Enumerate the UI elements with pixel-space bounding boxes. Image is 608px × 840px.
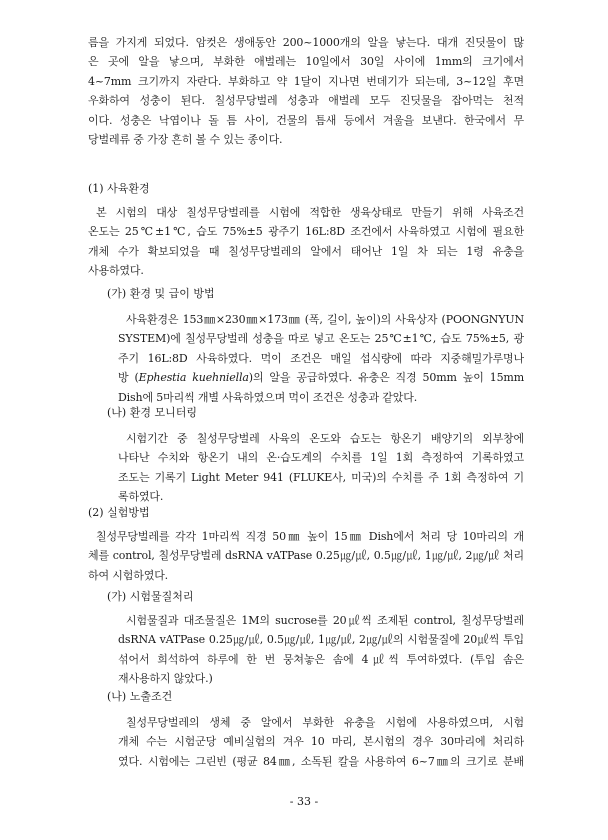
text-line: 주기 16L:8D 사육하였다. 먹이 조건은 매일 섭식량에 따라 지중해밀가루명나 bbox=[118, 351, 524, 365]
subsection-1-ga-paragraph bbox=[118, 310, 524, 407]
subsection-2-ga-paragraph bbox=[118, 611, 524, 689]
text-line: 나타난 수치와 항온기 내의 온·습도계의 수치를 1일 1회 측정하여 기록하였고 bbox=[118, 451, 524, 465]
text-line: 이다. 성충은 낙엽이나 돌 틈 사이, 건물의 틈새 등에서 겨울을 보낸다. 한국에서 무 bbox=[88, 113, 524, 127]
text-line: 사육환경은 153㎜×230㎜×173㎜ (폭, 길이, 높이)의 사육상자 (POONGNYUN bbox=[126, 313, 524, 326]
text-line: 개체 수가 확보되었을 때 칠성무당벌레의 알에서 태어난 1일 차 되는 1령 유충을 bbox=[88, 244, 524, 258]
text-line: Dish에 5마리씩 개별 사육하였으며 먹이 조건은 성충과 같았다. bbox=[118, 390, 418, 404]
subsection-heading-1-na: (나) 환경 모니터링 bbox=[107, 406, 197, 419]
text-line: 4~7mm 크기까지 자란다. 부화하고 약 1달이 지나면 번데기가 되는데, 3~12일 후면 bbox=[88, 74, 524, 88]
subsection-heading-2-na: (나) 노출조건 bbox=[107, 690, 173, 703]
text-line: 칠성무당벌레를 각각 1마리씩 직경 50㎜ 높이 15㎜ Dish에서 처리 당 10마리의 개 bbox=[96, 530, 524, 543]
text-line: 칠성무당벌레의 생체 중 알에서 부화한 유충을 시험에 사용하였으며, 시험 bbox=[126, 716, 524, 729]
subsection-2-na-paragraph bbox=[118, 713, 524, 771]
text-line: 하여 시험하였다. bbox=[88, 568, 169, 582]
text-line: dsRNA vATPase 0.25㎍/㎕, 0.5㎍/㎕, 1㎍/㎕, 2㎍/㎕의 시험물질에 20㎕씩 투입 bbox=[118, 633, 524, 647]
text-line: 재사용하지 않았다.) bbox=[118, 672, 213, 686]
text-line: 우화하여 성충이 된다. 칠성무당벌레 성충과 애벌레 모두 진딧물을 잡아먹는 천적 bbox=[88, 94, 524, 108]
text-line: 본 시험의 대상 칠성무당벌레를 시험에 적합한 생육상태로 만들기 위해 사육조건 bbox=[96, 206, 524, 219]
section-1-paragraph bbox=[88, 203, 524, 281]
text-line: 조도는 기록기 Light Meter 941 (FLUKE사, 미국)의 수치를 주 1회 측정하여 기 bbox=[118, 470, 524, 484]
text-line: 섞어서 희석하여 하루에 한 번 뭉쳐놓은 솜에 4㎕씩 투여하였다. (투입 솜은 bbox=[118, 652, 524, 666]
text-line: 은 곳에 알을 낳으며, 부화한 애벌레는 10일에서 30일 사이에 1mm의 크기에서 bbox=[88, 55, 524, 69]
text-line: 개체 수는 시험군당 예비실험의 겨우 10 마리, 본시험의 경우 30마리에 처리하 bbox=[118, 735, 524, 749]
text-line: SYSTEM)에 칠성무당벌레 성충을 따로 넣고 온도는 25℃±1℃, 습도 75%±5, 광 bbox=[118, 332, 524, 346]
section-heading-2: (2) 실험방법 bbox=[88, 506, 150, 519]
subsection-heading-1-ga: (가) 환경 및 급이 방법 bbox=[107, 287, 215, 300]
text-line: 름을 가지게 되었다. 암컷은 생애동안 200~1000개의 알을 낳는다. 대개 진딧물이 많 bbox=[88, 36, 524, 49]
section-heading-1: (1) 사육환경 bbox=[88, 182, 150, 195]
text-line: 체를 control, 칠성무당벌레 dsRNA vATPase 0.25㎍/㎕, 0.5㎍/㎕, 1㎍/㎕, 2㎍/㎕ 처리 bbox=[88, 549, 524, 563]
text-line: 였다. 시험에는 그린빈 (평균 84㎜, 소독된 칼을 사용하여 6~7㎜의 크기로 분배 bbox=[118, 754, 524, 768]
page-number: - 33 - bbox=[289, 795, 319, 808]
text-line: 시험기간 중 칠성무당벌레 사육의 온도와 습도는 항온기 배양기의 외부창에 bbox=[126, 432, 524, 445]
intro-paragraph bbox=[88, 33, 524, 149]
text-line: 시험물질과 대조물질은 1M의 sucrose를 20㎕씩 조제된 control, 칠성무당벌레 bbox=[126, 614, 524, 627]
section-2-paragraph bbox=[88, 527, 524, 585]
text-line: 방 (Ephestia kuehniella)의 알을 공급하였다. 유충은 직경 50mm 높이 15mm bbox=[118, 371, 524, 385]
text-line: 록하였다. bbox=[118, 490, 164, 504]
subsection-1-na-paragraph bbox=[118, 429, 524, 507]
text-line: 당벌레류 중 가장 흔히 볼 수 있는 종이다. bbox=[88, 132, 283, 146]
subsection-heading-2-ga: (가) 시험물질처리 bbox=[107, 590, 194, 603]
text-line: 사용하였다. bbox=[88, 264, 144, 278]
text-line: 온도는 25℃±1℃, 습도 75%±5 광주기 16L:8D 조건에서 사육하였고 시험에 필요한 bbox=[88, 225, 524, 239]
